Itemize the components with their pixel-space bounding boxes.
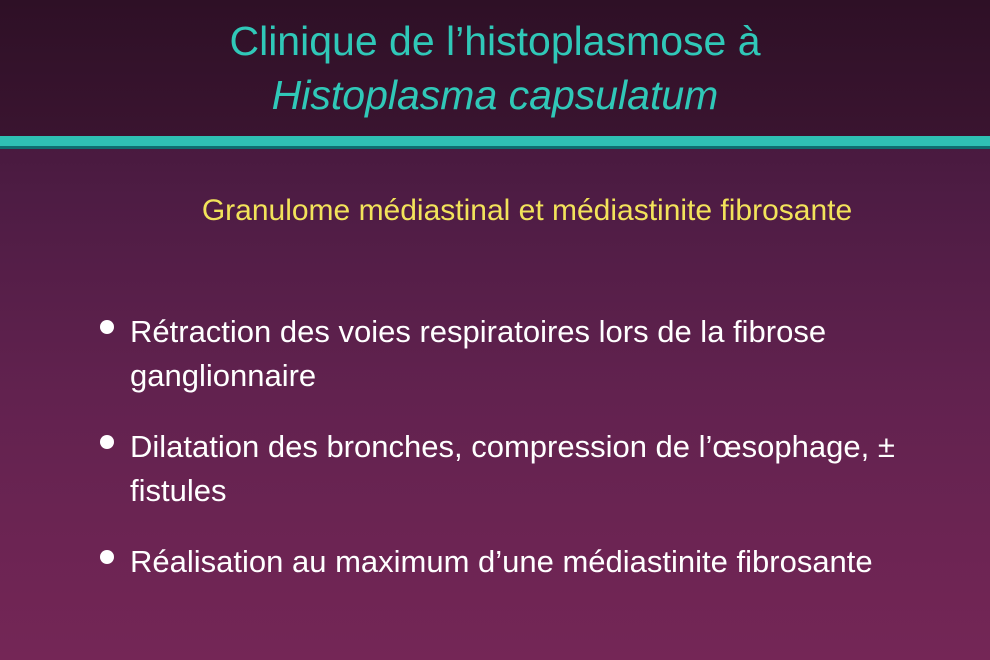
bullet-dot-icon [100,550,114,564]
bullet-text: Réalisation au maximum d’une médiastinite fibrosante [130,544,873,579]
title-line-2: Histoplasma capsulatum [271,72,719,118]
bullet-text: Dilatation des bronches, compression de l’œsophage, ± fistules [130,429,895,508]
slide-subtitle: Granulome médiastinal et médiastinite fibrosante [201,194,853,227]
bullet-dot-icon [100,435,114,449]
title-line-1: Clinique de l’histoplasmose à [229,18,761,64]
bullet-text: Rétraction des voies respiratoires lors de la fibrose ganglionnaire [130,314,827,393]
bullet-dot-icon [100,320,114,334]
